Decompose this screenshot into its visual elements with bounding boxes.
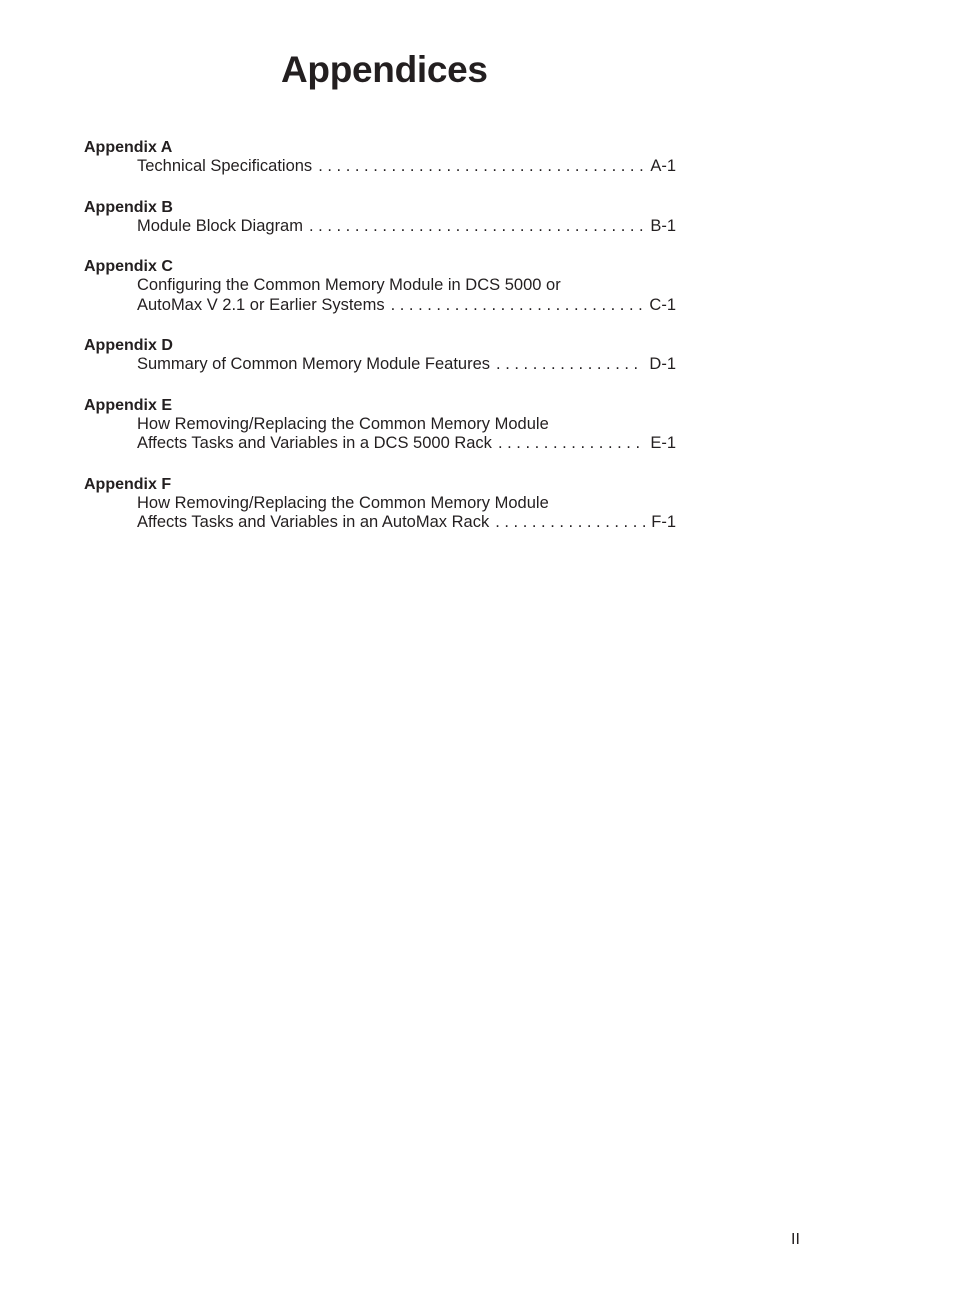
toc-entry-appendix-c[interactable] [84, 257, 676, 315]
page-reference: F-1 [651, 513, 676, 531]
toc-line [137, 157, 676, 177]
entry-title: Technical Specifications [137, 157, 313, 175]
page-title: Appendices [281, 49, 488, 90]
toc-line [137, 513, 676, 533]
page-reference: E-1 [650, 434, 676, 452]
toc-entry-appendix-b[interactable] [84, 198, 676, 237]
page-reference: D-1 [649, 355, 676, 373]
toc-line [137, 296, 676, 316]
page-reference: C-1 [649, 295, 676, 314]
appendix-label: Appendix A [84, 139, 173, 156]
dot-leader [495, 513, 645, 533]
toc-entry-appendix-a[interactable] [84, 138, 676, 177]
entry-title: Affects Tasks and Variables in an AutoMax Rack [137, 513, 490, 531]
dot-leader [318, 157, 644, 177]
toc-entry-appendix-d[interactable] [84, 336, 676, 375]
entry-title: Module Block Diagram [137, 216, 303, 235]
dot-leader [391, 296, 644, 316]
entry-title: Affects Tasks and Variables in a DCS 5000 Rack [137, 434, 492, 452]
appendix-label: Appendix C [84, 258, 173, 275]
appendix-label: Appendix F [84, 475, 172, 493]
toc-line [137, 434, 676, 454]
page-number: II [791, 1231, 800, 1248]
toc-line [137, 355, 676, 375]
page-reference: B-1 [650, 216, 676, 235]
entry-title: AutoMax V 2.1 or Earlier Systems [137, 295, 385, 314]
page-reference: A-1 [650, 157, 676, 175]
appendix-label: Appendix E [84, 396, 173, 414]
dot-leader [309, 217, 644, 237]
entry-title: Summary of Common Memory Module Features [137, 355, 491, 373]
appendix-label: Appendix B [84, 198, 173, 216]
toc-entry-appendix-e[interactable] [84, 396, 676, 454]
dot-leader [498, 434, 644, 454]
appendix-label: Appendix D [84, 337, 173, 354]
table-of-contents [84, 138, 676, 554]
entry-title-line: How Removing/Replacing the Common Memory Module [137, 414, 549, 433]
entry-title-line: How Removing/Replacing the Common Memory Module [137, 493, 549, 512]
toc-entry-appendix-f[interactable] [84, 475, 676, 533]
toc-line [137, 217, 676, 237]
entry-title-line: Configuring the Common Memory Module in DCS 5000 or [137, 276, 561, 294]
dot-leader [496, 355, 643, 375]
